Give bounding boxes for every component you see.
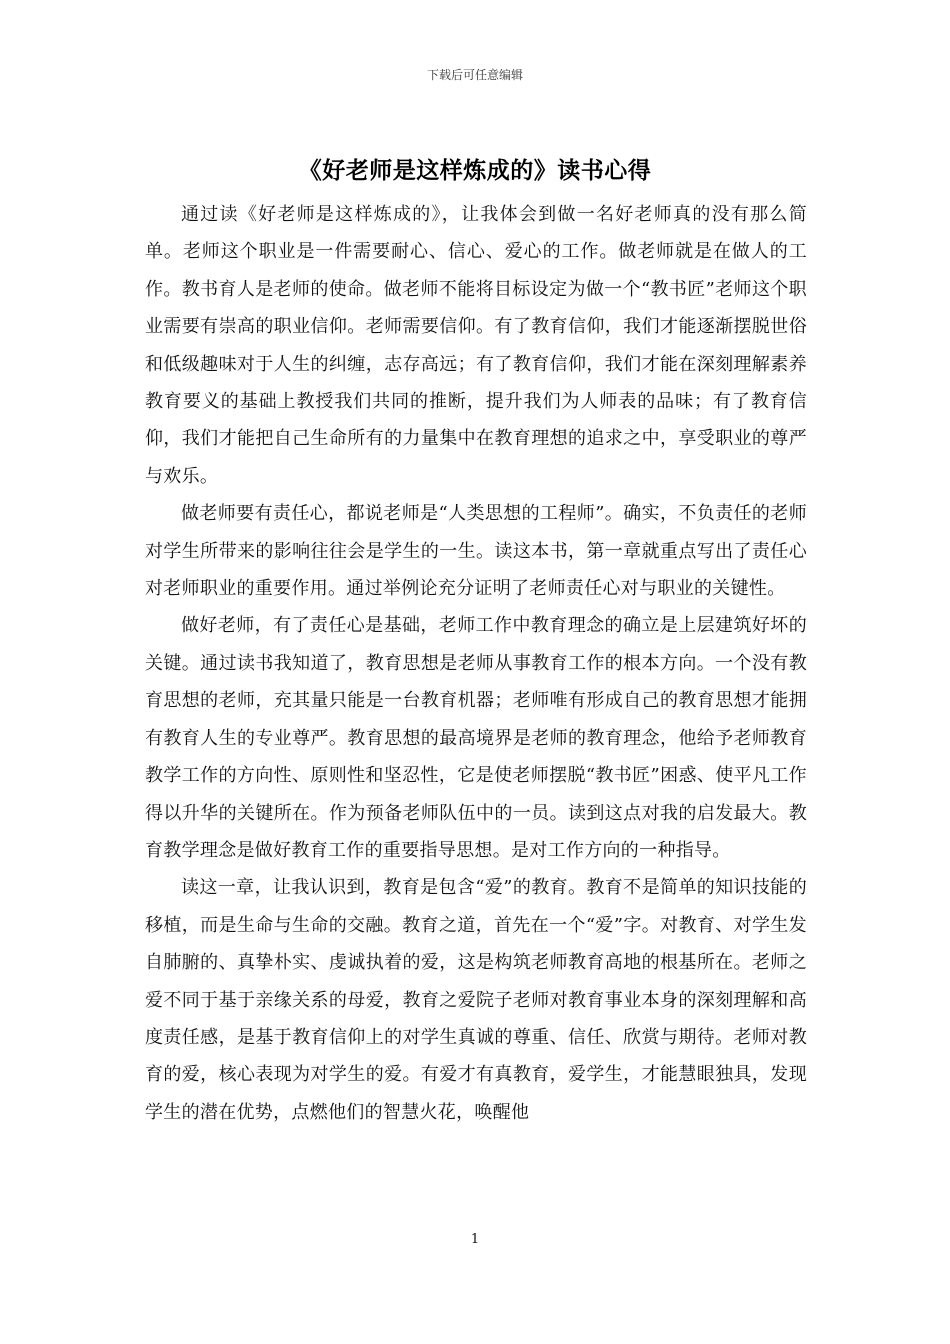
paragraph-2: 做老师要有责任心，都说老师是“人类思想的工程师”。确实，不负责任的老师对学生所带来的影响往往会是学生的一生。读这本书，第一章就重点写出了责任心对老师职业的重要作用。通过举例论充分证明了老师责任心对与职业的关键性。 bbox=[145, 503, 807, 600]
document-title: 《好老师是这样炼成的》读书心得 bbox=[298, 158, 652, 184]
header-note: 下载后可任意编辑 bbox=[426, 68, 523, 82]
paragraph-1: 通过读《好老师是这样炼成的》，让我体会到做一名好老师真的没有那么简单。老师这个职业是一件需要耐心、信心、爱心的工作。做老师就是在做人的工作。教书育人是老师的使命。做老师不能将目标设定为做一个“教书匠”老师这个职业需要有崇高的职业信仰。老师需要信仰。有了教育信仰，我们才能逐渐摆脱世俗和低级趣味对于人生的纠缠，志存高远；有了教育信仰，我们才能在深刻理解素养教育要义的基础上教授我们共同的推断，提升我们为人师表的品味；有了教育信仰，我们才能把自己生命所有的力量集中在教育理想的追求之中，享受职业的尊严与欢乐。 bbox=[145, 204, 807, 487]
paragraph-3: 做好老师，有了责任心是基础，老师工作中教育理念的确立是上层建筑好坏的关键。通过读书我知道了，教育思想是老师从事教育工作的根本方向。一个没有教育思想的老师，充其量只能是一台教育机器；老师唯有形成自己的教育思想才能拥有教育人生的专业尊严。教育思想的最高境界是老师的教育理念，他给予老师教育教学工作的方向性、原则性和坚忍性，它是使老师摆脱“教书匠”困惑、使平凡工作得以升华的关键所在。作为预备老师队伍中的一员。读到这点对我的启发最大。教育教学理念是做好教育工作的重要指导思想。是对工作方向的一种指导。 bbox=[145, 615, 807, 861]
paragraph-4: 读这一章，让我认识到，教育是包含“爱”的教育。教育不是简单的知识技能的移植，而是生命与生命的交融。教育之道，首先在一个“爱”字。对教育、对学生发自肺腑的、真挚朴实、虔诚执着的爱，这是构筑老师教育高地的根基所在。老师之爱不同于基于亲缘关系的母爱，教育之爱院子老师对教育事业本身的深刻理解和高度责任感，是基于教育信仰上的对学生真诚的尊重、信任、欣赏与期待。老师对教育的爱，核心表现为对学生的爱。有爱才有真教育，爱学生，才能慧眼独具，发现学生的潜在优势，点燃他们的智慧火花，唤醒他 bbox=[145, 877, 807, 1123]
page-number: 1 bbox=[470, 1232, 480, 1247]
document-body bbox=[145, 196, 807, 1131]
